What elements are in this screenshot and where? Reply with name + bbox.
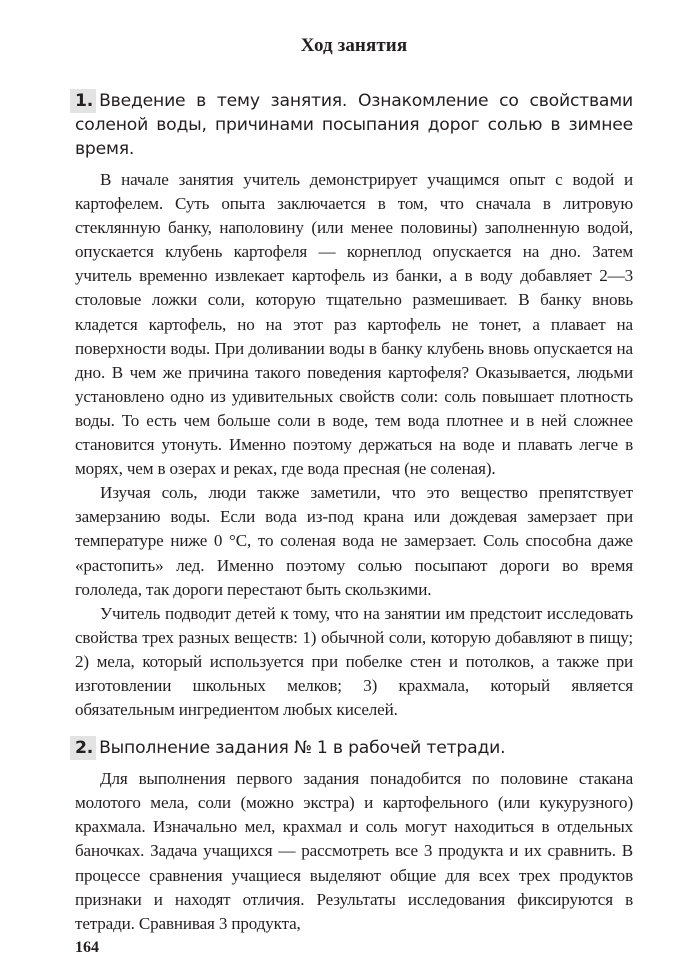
paragraph: В начале занятия учитель демонстрирует учащимся опыт с водой и картофелем. Суть опыта заключается в том, что сначала в литровую стеклянную банку, наполовину (или менее половины) заполненную водой, опускается клубень картофеля — корнеплод опускается на дно. Затем учитель временно извлекает картофель из банки, а в воду добавляет 2—3 столовые ложки соли, которую тщательно размешивает. В банку вновь кладется картофель, но на этот раз картофель не тонет, а плавает на поверхности воды. При доливании воды в банку клубень вновь опускается на дно. В чем же причина такого поведения картофеля? Оказывается, людьми установлено одно из удивительных свойств соли: соль повышает плотность воды. То есть чем больше соли в воде, тем вода плотнее и в ней сложнее становится утонуть. Именно поэтому держаться на воде и плавать легче в морях, чем в озерах и реках, где вода пресная (не соленая). [75,170,633,479]
section-heading-1 [75,89,633,161]
page-number: 164 [75,938,99,956]
page-title: Ход занятия [300,35,408,56]
paragraph: Для выполнения первого задания понадобится по половине стакана молотого мела, соли (можно экстра) и картофельного (или кукурузного) крахмала. Изначально мел, крахмал и соль могут находиться в отдельных баночках. Задача учащихся — рассмотреть все 3 продукта и их сравнить. В процессе сравнения учащиеся выделяют общие для всех трех продуктов признаки и находят отличия. Результаты исследования фиксируются в тетради. Сравнивая 3 продукта, [75,769,633,933]
section-number-badge: 2. [70,736,96,760]
section-heading-text: Введение в тему занятия. Ознакомление со свойствами соленой воды, причинами посыпания дорог солью в зимнее время. [75,91,633,159]
paragraph: Изучая соль, люди также заметили, что это вещество препятствует замерзанию воды. Если вода из-под крана или дождевая замерзает при температуре ниже 0 °С, то соленая вода не замерзает. Соль способна даже «растопить» лед. Именно поэтому солью посыпают дороги во время гололеда, так дороги перестают быть скользкими. [75,483,633,599]
section-number-badge: 1. [70,89,96,113]
section-heading-2 [75,736,633,760]
section-1-body [75,168,633,722]
section-heading-text: Выполнение задания № 1 в рабочей тетради. [99,738,506,759]
document-page [75,0,633,938]
section-2-body [75,767,633,936]
paragraph: Учитель подводит детей к тому, что на занятии им предстоит исследовать свойства трех разных веществ: 1) обычной соли, которую добавляют в пищу; 2) мела, который используется при побелке стен и потолков, а также при изготовлении школьных мелков; 3) крахмала, который является обязательным ингредиентом любых киселей. [75,603,633,720]
